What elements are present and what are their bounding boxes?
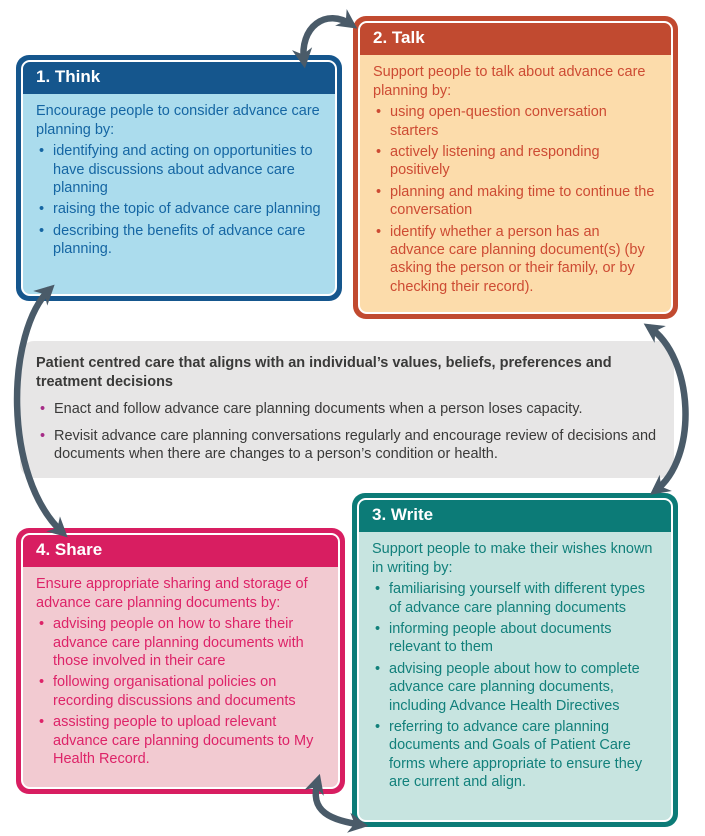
think-box-title: 1. Think (23, 62, 335, 94)
talk-box-title: 2. Talk (360, 23, 671, 55)
bullet-item: • familiarising yourself with different types of advance care planning documents (372, 580, 658, 617)
bullet-item: • planning and making time to continue the conversation (373, 183, 658, 220)
write-box-intro: Support people to make their wishes known in writing by: (372, 541, 653, 576)
share-box-title: 4. Share (23, 535, 338, 567)
think-box-intro: Encourage people to consider advance care planning by: (36, 103, 320, 138)
bullet-item: • raising the topic of advance care planning (36, 200, 322, 218)
talk-box-intro: Support people to talk about advance care planning by: (373, 64, 646, 99)
bullet-item: • actively listening and responding positively (373, 143, 658, 180)
talk-box-body (360, 55, 671, 302)
bullet-item: • Enact and follow advance care planning documents when a person loses capacity. (36, 400, 658, 419)
share-box-bullets (36, 615, 325, 768)
bullet-item: • describing the benefits of advance care planning. (36, 222, 322, 259)
bullet-item: • assisting people to upload relevant advance care planning documents to My Health Record. (36, 713, 325, 768)
write-box-body (359, 532, 671, 797)
talk-box-bullets (373, 103, 658, 296)
bullet-item: • informing people about documents relevant to them (372, 620, 658, 657)
bullet-item: • referring to advance care planning documents and Goals of Patient Care forms where appropriate to ensure they are current and align. (372, 718, 658, 792)
think-box-inner (21, 60, 337, 296)
bullet-item: • using open-question conversation starters (373, 103, 658, 140)
bullet-item: • advising people about how to complete advance care planning documents, including Advance Health Directives (372, 660, 658, 715)
share-box-intro: Ensure appropriate sharing and storage of advance care planning documents by: (36, 576, 308, 611)
bullet-item: • following organisational policies on recording discussions and documents (36, 673, 325, 710)
patient-centred-care-title: Patient centred care that aligns with an individual’s values, beliefs, preferences and treatment decisions (36, 355, 612, 390)
write-box-inner (357, 498, 673, 822)
write-box-title: 3. Write (359, 500, 671, 532)
think-box (16, 55, 342, 301)
write-box (352, 493, 678, 827)
patient-centred-care-bullets (36, 400, 658, 465)
share-box-body (23, 567, 338, 774)
talk-box-inner (358, 21, 673, 314)
write-box-bullets (372, 580, 658, 791)
patient-centred-care-panel (20, 341, 674, 478)
bullet-item: • identifying and acting on opportunities to have discussions about advance care planning (36, 142, 322, 197)
think-box-bullets (36, 142, 322, 258)
share-box-inner (21, 533, 340, 789)
bullet-item: • identify whether a person has an advance care planning document(s) (by asking the person or their family, or by checking their record). (373, 223, 658, 297)
bullet-item: • advising people on how to share their advance care planning documents with those involved in their care (36, 615, 325, 670)
bullet-item: • Revisit advance care planning conversations regularly and encourage review of decisions and documents when there are changes to a person’s condition or health. (36, 427, 658, 465)
share-box (16, 528, 345, 794)
think-box-body (23, 94, 335, 264)
talk-box (353, 16, 678, 319)
